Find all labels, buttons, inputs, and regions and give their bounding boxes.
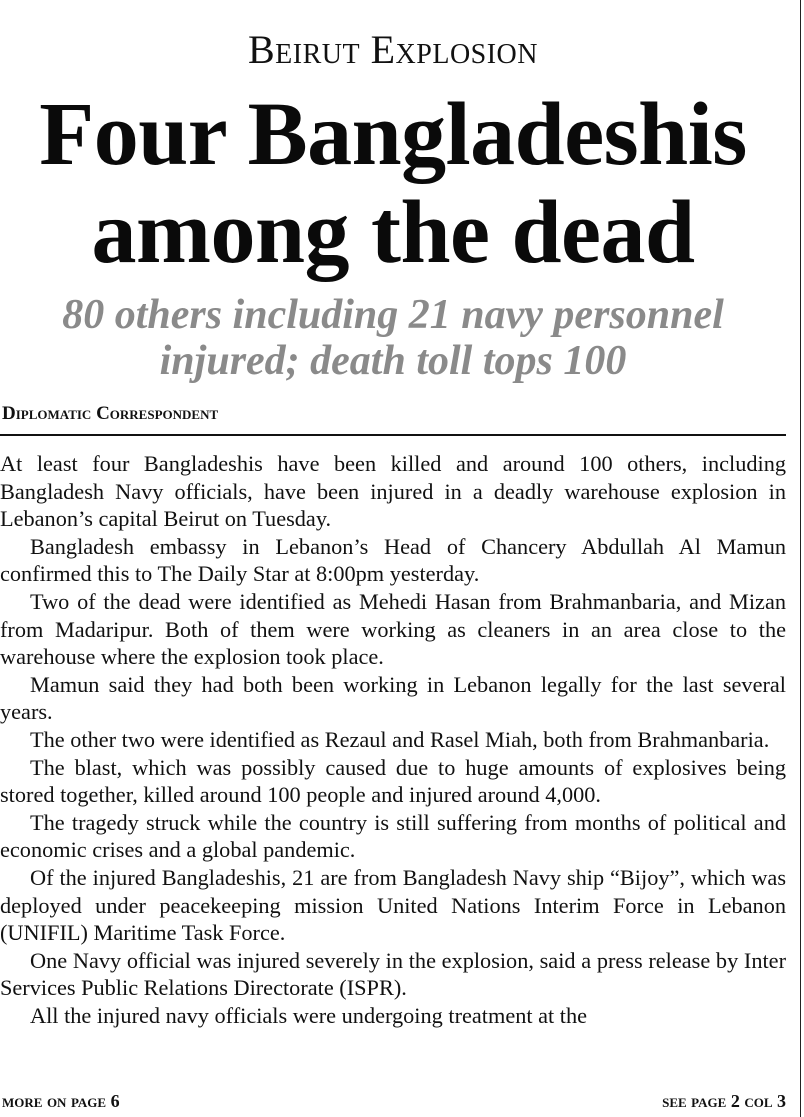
paragraph: Bangladesh embassy in Lebanon’s Head of Chancery Abdullah Al Mamun confirmed this to The Daily Star at 8:00pm yesterday. — [0, 533, 786, 587]
paragraph: Two of the dead were identified as Mehedi Hasan from Brahmanbaria, and Mizan from Madaripur. Both of them were working as cleaners in an area close to the warehouse where the explosion took place. — [0, 588, 786, 670]
paragraph: The blast, which was possibly caused due to huge amounts of explosives being stored together, killed around 100 people and injured around 4,000. — [0, 754, 786, 808]
paragraph: Mamun said they had both been working in Lebanon legally for the last several years. — [0, 671, 786, 725]
subheadline-line-2: injured; death toll tops 100 — [159, 338, 627, 384]
paragraph: The other two were identified as Rezaul and Rasel Miah, both from Brahmanbaria. — [30, 726, 770, 752]
headline-line-2: among the dead — [91, 183, 695, 282]
byline-divider — [0, 434, 786, 436]
paragraph: Of the injured Bangladeshis, 21 are from Bangladesh Navy ship “Bijoy”, which was deployed under peacekeeping mission United Nations Interim Force in Lebanon (UNIFIL) Maritime Task Force. — [0, 864, 786, 946]
headline-line-1: Four Bangladeshis — [39, 85, 747, 184]
paragraph: One Navy official was injured severely in the explosion, said a press release by Inter Services Public Relations Directorate (ISPR). — [0, 947, 786, 1001]
column-divider — [800, 0, 801, 1117]
headline — [0, 86, 786, 282]
article-body — [0, 450, 786, 1086]
paragraph: All the injured navy officials were undergoing treatment at the — [30, 1002, 588, 1028]
byline: Diplomatic Correspondent — [2, 403, 219, 424]
section-kicker: Beirut Explosion — [248, 27, 538, 72]
subheadline — [0, 292, 786, 384]
paragraph: At least four Bangladeshis have been killed and around 100 others, including Bangladesh Navy officials, have been injured in a deadly warehouse explosion in Lebanon’s capital Beirut on Tuesday. — [0, 451, 786, 532]
subheadline-line-1: 80 others including 21 navy personnel — [62, 292, 724, 338]
paragraph: The tragedy struck while the country is still suffering from months of political and economic crises and a global pandemic. — [0, 809, 786, 863]
continuation-more-link[interactable]: more on page 6 — [2, 1091, 120, 1111]
continuation-see-link[interactable]: see page 2 col 3 — [662, 1091, 786, 1111]
